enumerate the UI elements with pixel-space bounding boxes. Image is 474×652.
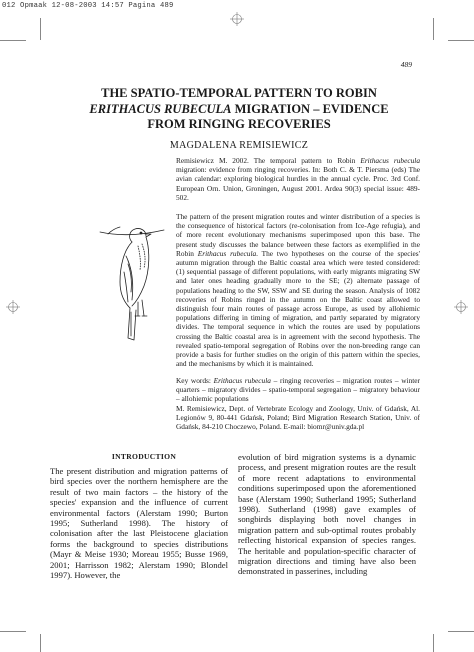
registration-mark-icon [454, 300, 468, 314]
intro-text-right-column: evolution of bird migration systems is a dynamic process, and present migration routes are the result of more recent adaptations to environmental conditions superimposed upon the aforementioned base (Alerstam 1990; Sutherland 1995; Sutherland 1998). Sutherland (1998) gave examples of songbirds displaying both novel changes in migration pattern and sub-optimal routes probably reflecting historical expansion of species ranges. The heritable and population-specific character of migration directions and timing have also been demonstrated in passerines, including [238, 452, 416, 577]
print-slug-line: 012 Opmaak 12-08-2003 14:57 Pagina 489 [2, 2, 174, 10]
citation-species-italic: Erithacus rubecula [360, 156, 420, 165]
abstract-text: . The two hypotheses on the course of the species' autumn migration through the Baltic coastal area which were tested considered: (1) sequential passage of different populations, with early migrants migrating SW and later ones heading gradually more to the SE; (2) alternate passage of populations heading to the SW, SSW and SE during the season. Analysis of 1082 recoveries of Robins ringed in the autumn on the Baltic coast allowed to distinguish four main routes of passage across Europe, as used by allohiemic populations differing in timing of migration, and partly separated by migratory divides. The temporal sequence in which the routes are used by populations crossing the Baltic coastal area is in agreement with the second hypothesis. The revealed spatio-temporal segregation of Robins over the non-breeding range can provide a basis for further studies on the origin of this pattern within the species, and the mechanisms by which it is maintained. [176, 248, 420, 369]
title-species-italic: ERITHACUS RUBECULA [89, 101, 232, 116]
article-title [74, 86, 404, 133]
abstract [176, 212, 420, 368]
crop-mark [448, 631, 474, 632]
section-heading-introduction: INTRODUCTION [111, 452, 177, 461]
abstract-species-italic: Erithacus rubecula [197, 248, 257, 258]
crop-mark [0, 40, 26, 41]
page-number: 489 [400, 60, 412, 69]
author-name: MAGDALENA REMISIEWICZ [169, 140, 309, 151]
citation-text: migration: evidence from ringing recoveries. In: Both C. & T. Piersma (eds) The avian calendar: exploring biological hurdles in the annual cycle. Proc. 3rd Conf. European Orn. Union, Groningen, August 2001. Ardea 90(3) special issue: 489-502. [176, 165, 420, 202]
keywords-species-italic: Erithacus rubecula [213, 376, 271, 385]
registration-mark-icon [230, 12, 244, 26]
robin-illustration [98, 212, 166, 344]
citation-text: Remisiewicz M. 2002. The temporal pattern to Robin [176, 156, 361, 165]
keywords [176, 376, 420, 404]
keywords-label: Key words: [176, 376, 214, 385]
registration-mark-icon [6, 300, 20, 314]
crop-mark [433, 18, 434, 40]
crop-mark [433, 634, 434, 652]
citation [176, 156, 420, 202]
title-part: THE SPATIO-TEMPORAL PATTERN TO ROBIN [101, 86, 377, 100]
abstract-text: The pattern of the present migration routes and winter distribution of a species is the consequence of historical factors (re-colonisation from Ice-Age refugia), and of more recent evolutionary mechanisms superimposed upon this base. The present study discusses the balance between these factors as exemplified in the Robin [176, 212, 420, 258]
keywords-list: – ringing recoveries – migration routes – winter quarters – migratory divides – spatio-temporal segregation – migratory behaviour – allohiemic populations [176, 376, 420, 404]
intro-text-left-column: The present distribution and migration patterns of bird species over the northern hemisphere are the result of two main factors – the history of the species' expansion and the influence of current environmental factors (Alerstam 1990; Burton 1995; Sutherland 1998). The history of colonisation after the last Pleistocene glaciation forms the background to species distributions (Mayr & Meise 1930; Moreau 1955; Busse 1969, 2001; Harrisson 1982; Alerstam 1990; Blondel 1997). However, the [50, 466, 228, 581]
crop-mark [40, 18, 41, 40]
crop-mark [448, 40, 474, 41]
author-address: M. Remisiewicz, Dept. of Vertebrate Ecology and Zoology, Univ. of Gdańsk, Al. Legionów 9, 80-441 Gdańsk, Poland; Bird Migration Research Station, Univ. of Gdańsk, 84-210 Choczewo, Poland. E-mail: biomr@univ.gda.pl [176, 404, 420, 432]
title-part: MIGRATION – EVIDENCE FROM RINGING RECOVERIES [147, 101, 389, 131]
crop-mark [40, 634, 41, 652]
crop-mark [0, 631, 26, 632]
